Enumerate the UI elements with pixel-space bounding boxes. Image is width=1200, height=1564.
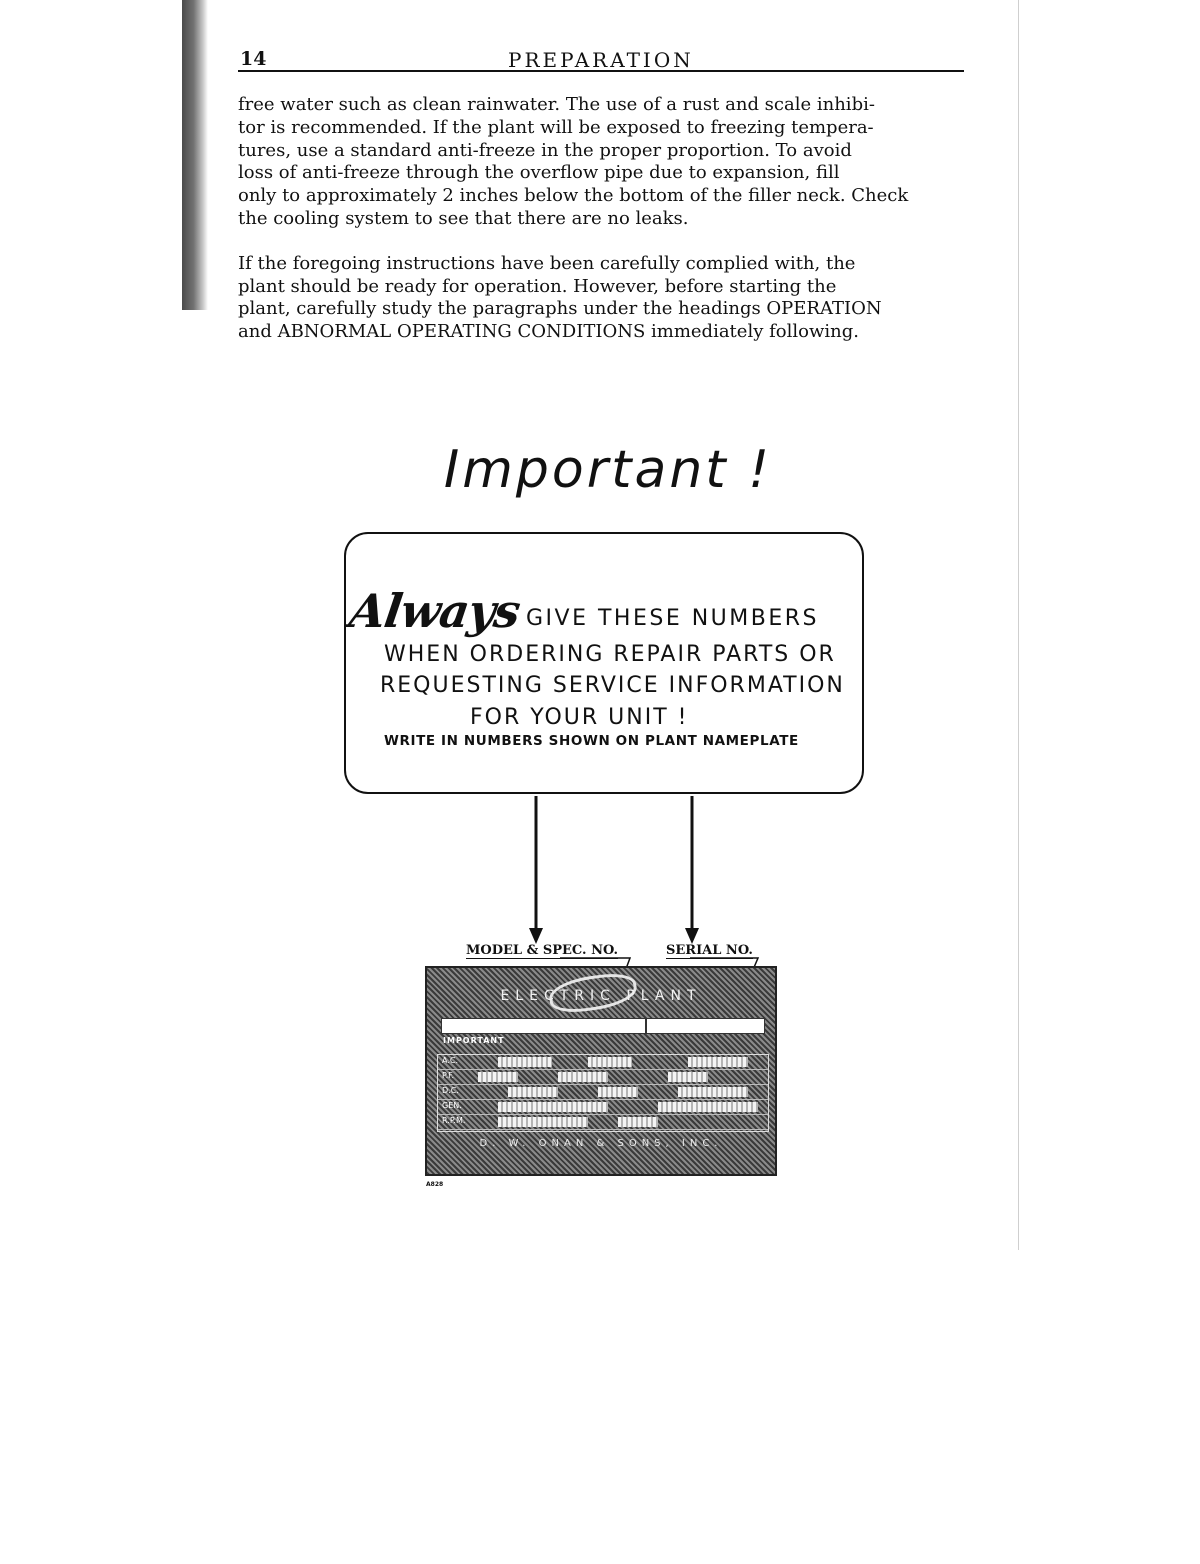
nameplate-maker: D. W. ONAN & SONS, INC.	[479, 1138, 723, 1149]
text-line: loss of anti-freeze through the overflow pipe due to expansion, fill	[238, 162, 840, 184]
ratings-row-label: R.P.M.	[442, 1116, 466, 1125]
ratings-row-label: GEN.	[442, 1101, 462, 1110]
always-script-word: Always	[346, 584, 523, 638]
text-line: free water such as clean rainwater. The use of a rust and scale inhibi-	[238, 94, 875, 115]
ratings-row-label: A.C.	[442, 1056, 459, 1065]
ratings-row	[438, 1085, 768, 1100]
notice-line: WHEN ORDERING REPAIR PARTS OR	[384, 642, 836, 667]
ratings-row-label: D.C.	[442, 1086, 459, 1095]
figure-number: A828	[426, 1181, 444, 1188]
text-line: plant should be ready for operation. However, before starting the	[238, 275, 837, 297]
arrow-to-model-head	[529, 928, 543, 944]
text-line: plant, carefully study the paragraphs under the headings OPERATION	[238, 298, 882, 320]
page-number: 14	[240, 48, 267, 70]
field-divider	[645, 1018, 647, 1034]
ratings-row	[438, 1100, 768, 1115]
text-line: only to approximately 2 inches below the bottom of the filler neck. Check	[238, 185, 909, 207]
important-heading: Important !	[443, 440, 773, 500]
model-spec-label: MODEL & SPEC. NO.	[466, 943, 619, 958]
arrow-to-serial-head	[685, 928, 699, 944]
text-line: the cooling system to see that there are no leaks.	[238, 207, 689, 229]
ratings-row-label: P.F.	[442, 1071, 454, 1080]
nameplate-important: IMPORTANT	[443, 1036, 505, 1045]
model-serial-field	[441, 1018, 765, 1034]
notice-line: REQUESTING SERVICE INFORMATION	[380, 673, 845, 698]
text-line: and ABNORMAL OPERATING CONDITIONS immediately following.	[238, 321, 859, 343]
ratings-row	[438, 1115, 768, 1130]
ratings-row	[438, 1070, 768, 1085]
notice-small-instruction: WRITE IN NUMBERS SHOWN ON PLANT NAMEPLATE	[384, 733, 799, 749]
notice-line: GIVE THESE NUMBERS	[526, 606, 820, 631]
serial-number-label: SERIAL NO.	[666, 943, 753, 958]
text-line: tures, use a standard anti-freeze in the proper proportion. To avoid	[238, 139, 852, 161]
text-line: tor is recommended. If the plant will be exposed to freezing tempera-	[238, 116, 874, 138]
nameplate-image	[425, 966, 777, 1176]
ratings-row	[438, 1055, 768, 1070]
text-line: If the foregoing instructions have been carefully complied with, the	[238, 252, 856, 274]
nameplate-title: ELECTRIC PLANT	[500, 988, 702, 1004]
running-head: PREPARATION	[508, 48, 694, 72]
notice-line: FOR YOUR UNIT !	[470, 705, 689, 730]
nameplate-ratings-grid	[437, 1054, 769, 1132]
